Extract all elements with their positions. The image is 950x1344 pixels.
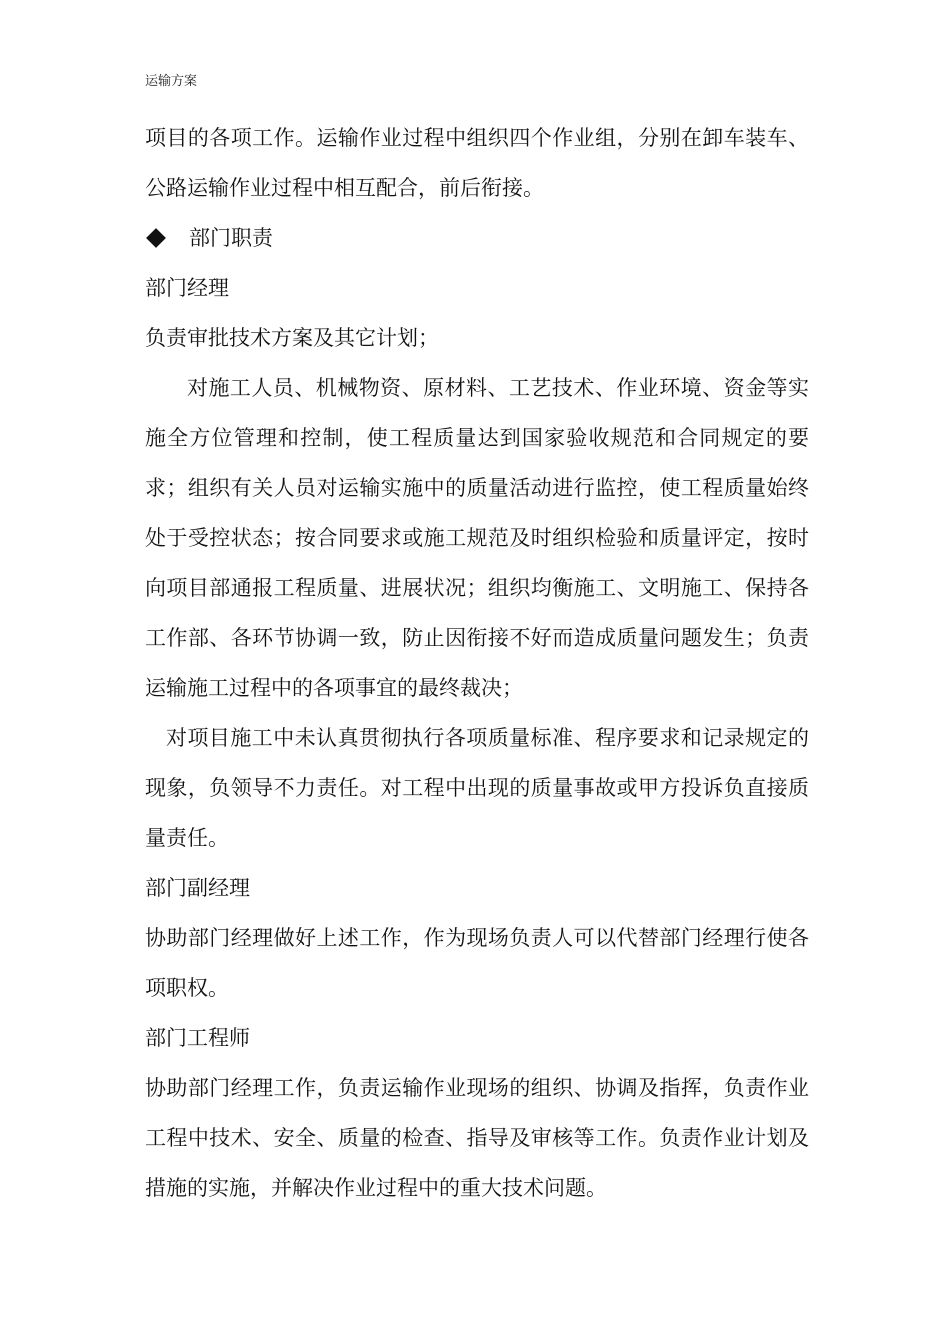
- manager-heading: 部门经理: [145, 276, 229, 300]
- page-header: 运输方案: [145, 74, 198, 89]
- engineer-heading: 部门工程师: [145, 1026, 250, 1050]
- deputy-heading: 部门副经理: [145, 876, 250, 900]
- diamond-bullet-icon: [146, 228, 166, 248]
- manager-duty-management: 对施工人员、机械物资、原材料、工艺技术、作业环境、资金等实施全方位管理和控制，使工程质量达到国家验收规范和合同规定的要求；组织有关人员对运输实施中的质量活动进行监控，使工程质量始终处于受控状态；按合同要求或施工规范及时组织检验和质量评定，按时向项目部通报工程质量、进展状况；组织均衡施工、文明施工、保持各工作部、各环节协调一致，防止因衔接不好而造成质量问题发生；负责运输施工过程中的各项事宜的最终裁决；: [145, 376, 809, 700]
- manager-duty-approval: 负责审批技术方案及其它计划；: [145, 326, 439, 350]
- manager-duty-responsibility: 对项目施工中未认真贯彻执行各项质量标准、程序要求和记录规定的现象，负领导不力责任。对工程中出现的质量事故或甲方投诉负直接质量责任。: [145, 726, 809, 850]
- engineer-duty: 协助部门经理工作，负责运输作业现场的组织、协调及指挥，负责作业工程中技术、安全、质量的检查、指导及审核等工作。负责作业计划及措施的实施，并解决作业过程中的重大技术问题。: [145, 1076, 809, 1200]
- section-heading: [145, 213, 809, 263]
- section-title: 部门职责: [189, 226, 273, 250]
- paragraph-project-work: 项目的各项工作。运输作业过程中组织四个作业组，分别在卸车装车、公路运输作业过程中相互配合，前后衔接。: [145, 126, 809, 200]
- deputy-duty: 协助部门经理做好上述工作，作为现场负责人可以代替部门经理行使各项职权。: [145, 926, 809, 1000]
- document-body: [145, 113, 809, 1213]
